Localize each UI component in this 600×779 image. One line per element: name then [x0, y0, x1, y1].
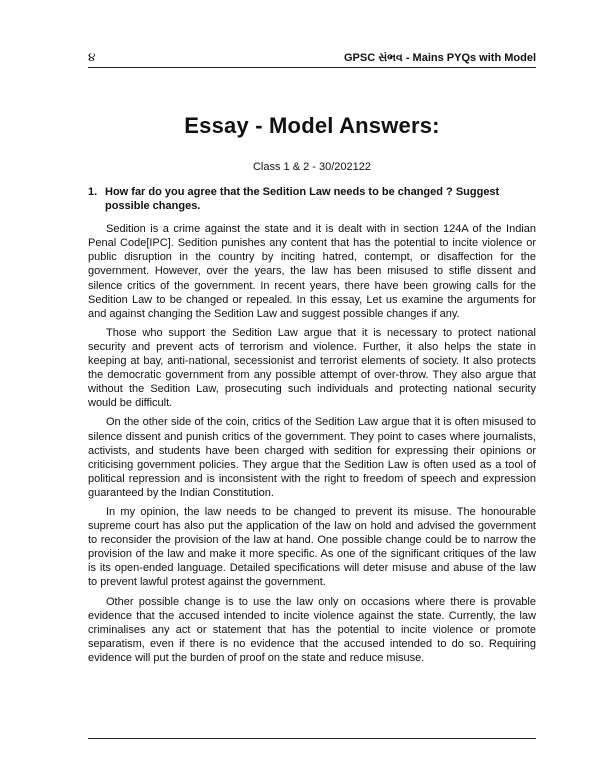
paragraph-critics: On the other side of the coin, critics of the Sedition Law argue that it is often misused to silence dissent and punish critics of the government. They point to cases where journalists, activists, and students have been charged with sedition for expressing their opinions or criticising government policies. They argue that the Sedition Law is often used as a tool of political repression and is inconsistent with the right to freedom of speech and expression guaranteed by the Indian Constitution.: [88, 416, 536, 499]
paragraph-opinion: In my opinion, the law needs to be changed to prevent its misuse. The honourable supreme court has also put the application of the law on hold and advised the government to reconsider the provision of the law at hand. One possible change could be to narrow the provision of the law and make it more specific. As one of the significant critiques of the law is its open-ended language. Detailed specifications will deter misuse and abuse of the law to prevent lawful protest against the government.: [88, 505, 536, 589]
page-number: ૪: [88, 50, 96, 64]
page-title: Essay - Model Answers:: [184, 113, 440, 138]
question-text: How far do you agree that the Sedition Law needs to be changed ? Suggest possible changes.: [105, 186, 500, 213]
question: [88, 185, 536, 213]
essay-content: [88, 185, 536, 670]
question-number: 1.: [88, 186, 98, 198]
footer-divider: [88, 738, 536, 739]
page-header: [88, 50, 536, 68]
exam-subtitle: Class 1 & 2 - 30/202122: [252, 161, 372, 173]
paragraph-changes: Other possible change is to use the law only on occasions where there is provable evidence that the accused intended to incite violence against the state. Currently, the law criminalises any act or statement that has the potential to incite violence or promote separatism, even if there is no evidence that the accused intended to do so. Requiring evidence will put the burden of proof on the state and reduce misuse.: [88, 595, 536, 664]
paragraph-intro: Sedition is a crime against the state and it is dealt with in section 124A of the Indian Penal Code[IPC]. Sedition punishes any content that has the potential to incite violence or public disruption in the country by inciting hatred, contempt, or disaffection for the government. However, over the years, the law has been misused to stifle dissent and silence critics of the government. In recent years, there have been growing calls for the Sedition Law to be changed or repealed. In this essay, Let us examine the arguments for and against changing the Sedition Law and suggest possible changes if any.: [88, 223, 536, 320]
book-title: GPSC સંભવ - Mains PYQs with Model: [343, 52, 536, 64]
paragraph-supporters: Those who support the Sedition Law argue that it is necessary to protect national security and prevent acts of terrorism and violence. Further, it also helps the state in keeping at bay, anti-national, secessionist and terrorist elements of society. It also protects the democratic government from any possible attempt of over-throw. They also argue that without the Sedition Law, prosecuting such individuals and protecting national security would be difficult.: [88, 326, 536, 410]
